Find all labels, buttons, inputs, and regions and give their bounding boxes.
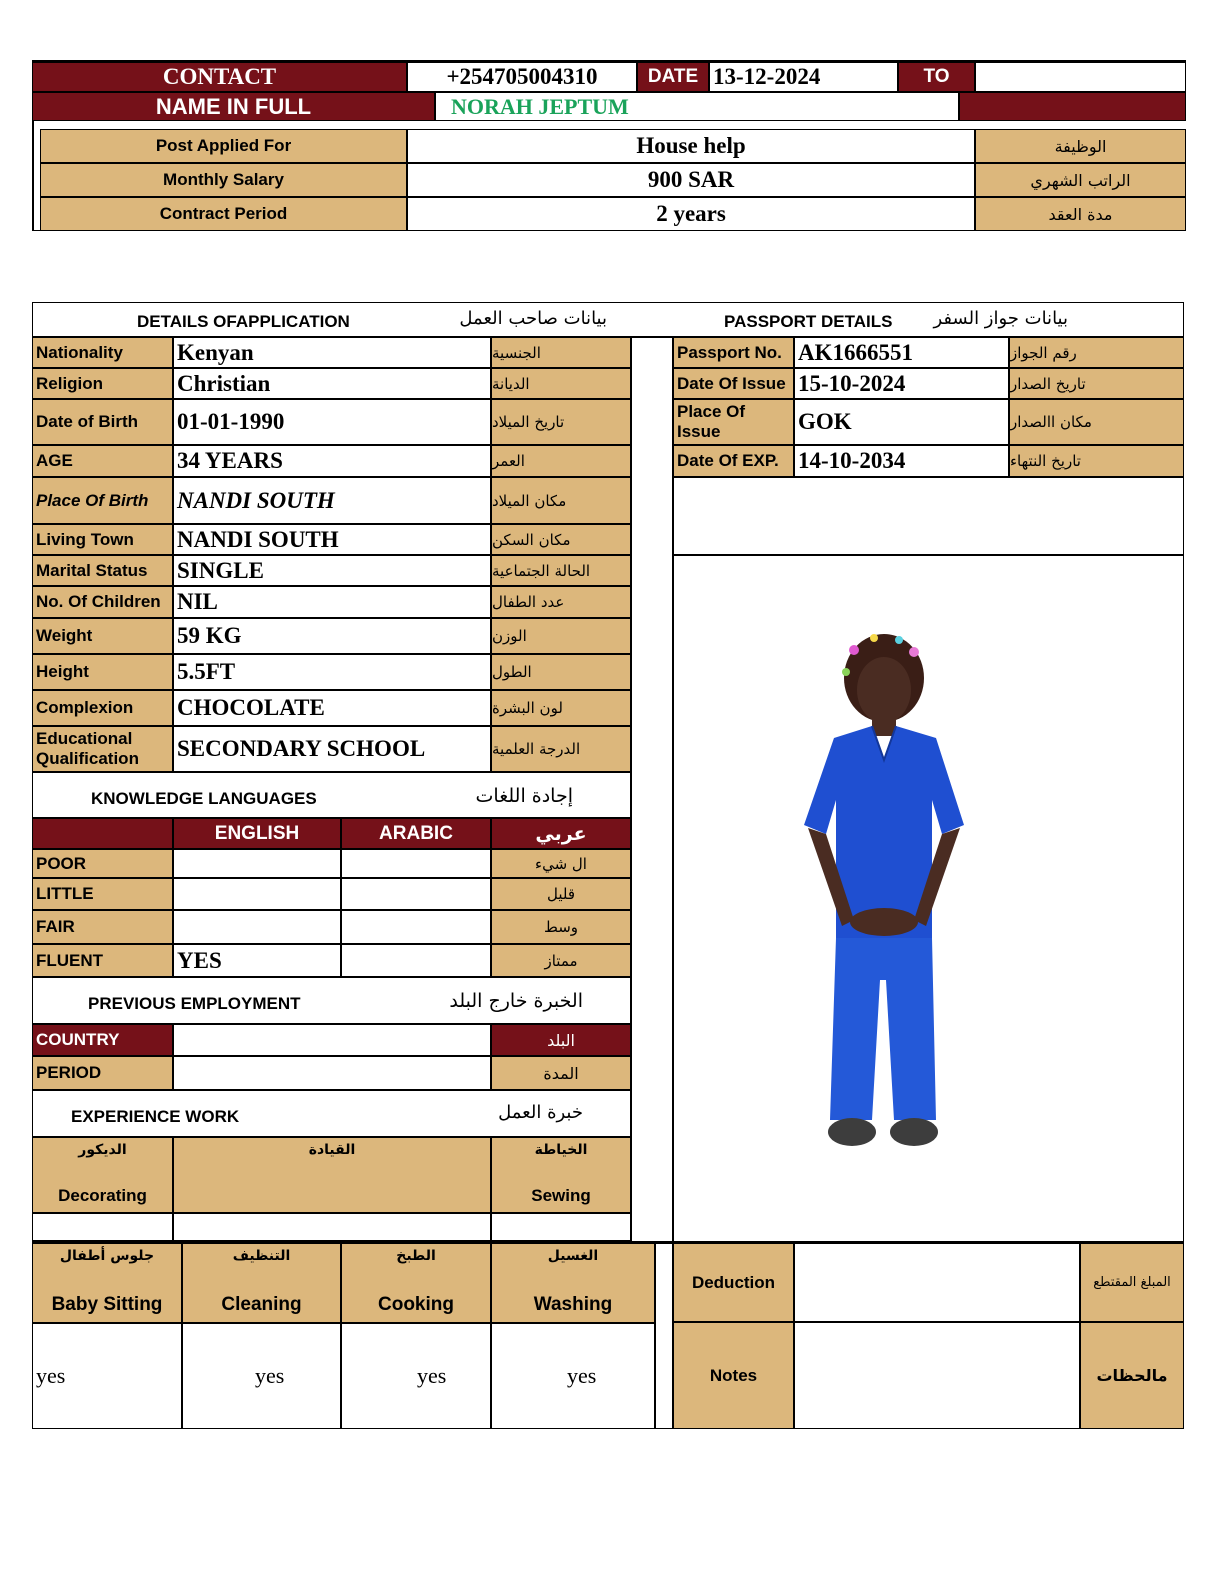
- photo-scrub-pants: [830, 938, 936, 1120]
- app-row-label: Date of Birth: [32, 399, 173, 445]
- app-row-label: Marital Status: [32, 555, 173, 586]
- lang-col-arabic: ARABIC: [341, 818, 491, 849]
- languages-title-bar: [32, 772, 631, 818]
- lang-row-ar: قليل: [491, 878, 631, 910]
- app-row-value: NANDI SOUTH: [173, 524, 491, 555]
- lang-row-english: [173, 910, 341, 944]
- app-row-value: SECONDARY SCHOOL: [173, 726, 491, 772]
- experience-title-ar: خبرة العمل: [498, 1102, 583, 1123]
- contract-value: 2 years: [407, 197, 975, 231]
- lang-row-english: [173, 878, 341, 910]
- skill-label: Baby Sitting: [51, 1294, 163, 1315]
- skill-value: yes: [32, 1323, 182, 1429]
- country-label: COUNTRY: [32, 1024, 173, 1056]
- name-value: NORAH JEPTUM: [435, 92, 959, 121]
- app-row-label: Weight: [32, 618, 173, 654]
- app-row-value: CHOCOLATE: [173, 690, 491, 726]
- notes-value: [794, 1322, 1080, 1429]
- app-row-arabic: تاريخ الميلاد: [491, 399, 631, 445]
- application-title: DETAILS OFAPPLICATION: [137, 312, 350, 331]
- lang-row-label: POOR: [32, 849, 173, 878]
- decorating-ar: الديكور: [78, 1142, 127, 1158]
- photo-shoe-right: [890, 1118, 938, 1146]
- app-row-value: 01-01-1990: [173, 399, 491, 445]
- experience-title: EXPERIENCE WORK: [71, 1107, 240, 1126]
- experience-blank-2: [173, 1213, 491, 1241]
- salary-value: 900 SAR: [407, 163, 975, 197]
- skill-value: yes: [341, 1323, 491, 1429]
- application-title-ar: بيانات صاحب العمل: [459, 308, 607, 329]
- passport-value: 14-10-2034: [794, 445, 1009, 477]
- employment-title-bar: [32, 977, 631, 1024]
- passport-title: PASSPORT DETAILS: [724, 312, 893, 331]
- app-row-label: Height: [32, 654, 173, 690]
- employment-title: PREVIOUS EMPLOYMENT: [88, 994, 301, 1013]
- deduction-label: Deduction: [673, 1243, 794, 1322]
- passport-arabic: تاريخ النتهاء: [1009, 445, 1184, 477]
- passport-title-bar: [632, 302, 1184, 337]
- app-row-arabic: الطول: [491, 654, 631, 690]
- photo-shoe-left: [828, 1118, 876, 1146]
- passport-arabic: تاريخ الصدار: [1009, 368, 1184, 399]
- languages-title-ar: إجادة اللغات: [475, 785, 573, 807]
- name-filler: [959, 92, 1186, 121]
- passport-arabic: رقم الجواز: [1009, 337, 1184, 368]
- app-row-label: Place Of Birth: [32, 477, 173, 524]
- app-row-arabic: العمر: [491, 445, 631, 477]
- skill-value: yes: [182, 1323, 341, 1429]
- country-value: [173, 1024, 491, 1056]
- application-title-bar: [32, 302, 632, 337]
- sewing-cell: [491, 1137, 631, 1213]
- period-ar: المدة: [491, 1056, 631, 1090]
- app-row-arabic: الحالة الجتماعية: [491, 555, 631, 586]
- period-label: PERIOD: [32, 1056, 173, 1090]
- passport-label: Passport No.: [673, 337, 794, 368]
- passport-label: Date Of EXP.: [673, 445, 794, 477]
- app-row-arabic: الدرجة العلمية: [491, 726, 631, 772]
- lang-row-ar: ال شيء: [491, 849, 631, 878]
- app-row-value: 5.5FT: [173, 654, 491, 690]
- app-row-value: Christian: [173, 368, 491, 399]
- decorating-cell: [32, 1137, 173, 1213]
- lang-col-ar: عربي: [491, 818, 631, 849]
- decorating-label: Decorating: [58, 1186, 147, 1205]
- app-row-value: SINGLE: [173, 555, 491, 586]
- app-row-label: Nationality: [32, 337, 173, 368]
- skill-ar: الغسيل: [547, 1248, 599, 1264]
- skill-cell: [32, 1243, 182, 1323]
- skill-cell: [182, 1243, 341, 1323]
- app-row-arabic: لون البشرة: [491, 690, 631, 726]
- app-row-label: No. Of Children: [32, 586, 173, 618]
- app-row-label: Complexion: [32, 690, 173, 726]
- period-value: [173, 1056, 491, 1090]
- to-value: [975, 62, 1186, 92]
- skill-label: Washing: [533, 1294, 613, 1315]
- lang-row-ar: وسط: [491, 910, 631, 944]
- lang-row-english: YES: [173, 944, 341, 977]
- contact-label: CONTACT: [32, 62, 407, 92]
- skill-value: yes: [491, 1323, 655, 1429]
- skill-label: Cleaning: [221, 1294, 302, 1315]
- employment-title-ar: الخبرة خارج البلد: [449, 990, 583, 1012]
- experience-blank-1: [32, 1213, 173, 1241]
- to-label: TO: [898, 62, 975, 92]
- post-left-bar: [32, 121, 40, 231]
- lang-row-label: FAIR: [32, 910, 173, 944]
- deduction-ar: المبلغ المقتطع: [1080, 1243, 1184, 1322]
- sewing-label: Sewing: [531, 1186, 591, 1205]
- passport-arabic: مكان االصدار: [1009, 399, 1184, 445]
- notes-ar: مالحظات: [1080, 1322, 1184, 1429]
- app-row-arabic: الديانة: [491, 368, 631, 399]
- app-row-label: Educational Qualification: [32, 726, 173, 772]
- date-value: 13-12-2024: [709, 62, 898, 92]
- app-row-value: NIL: [173, 586, 491, 618]
- driving-cell: [173, 1137, 491, 1213]
- lang-row-arabic-val: [341, 849, 491, 878]
- lang-row-english: [173, 849, 341, 878]
- app-row-label: Religion: [32, 368, 173, 399]
- name-label: NAME IN FULL: [32, 92, 435, 121]
- passport-value: GOK: [794, 399, 1009, 445]
- lang-row-label: LITTLE: [32, 878, 173, 910]
- lang-row-ar: ممتاز: [491, 944, 631, 977]
- lang-header-blank: [32, 818, 173, 849]
- app-row-value: 34 YEARS: [173, 445, 491, 477]
- photo-face: [857, 657, 911, 723]
- post-arabic: الوظيفة: [975, 129, 1186, 163]
- post-label: Post Applied For: [40, 129, 407, 163]
- app-row-arabic: الوزن: [491, 618, 631, 654]
- app-row-value: Kenyan: [173, 337, 491, 368]
- passport-title-ar: بيانات جواز السفر: [933, 308, 1068, 329]
- notes-label: Notes: [673, 1322, 794, 1429]
- country-ar: البلد: [491, 1024, 631, 1056]
- post-table: [32, 121, 1186, 231]
- skill-cell: [341, 1243, 491, 1323]
- passport-value: 15-10-2024: [794, 368, 1009, 399]
- skill-ar: التنظيف: [232, 1248, 291, 1264]
- app-row-label: AGE: [32, 445, 173, 477]
- salary-label: Monthly Salary: [40, 163, 407, 197]
- lang-col-english: ENGLISH: [173, 818, 341, 849]
- post-value: House help: [407, 129, 975, 163]
- app-row-label: Living Town: [32, 524, 173, 555]
- driving-ar: القيادة: [308, 1142, 356, 1158]
- contact-value: +254705004310: [407, 62, 637, 92]
- lang-row-arabic-val: [341, 878, 491, 910]
- passport-blank-area: [673, 477, 1184, 555]
- skill-label: Cooking: [378, 1294, 454, 1315]
- passport-label: Date Of Issue: [673, 368, 794, 399]
- skill-spacer: [655, 1243, 673, 1429]
- sewing-ar: الخياطة: [534, 1142, 588, 1158]
- experience-blank-3: [491, 1213, 631, 1241]
- app-row-arabic: مكان الميلاد: [491, 477, 631, 524]
- salary-arabic: الراتب الشهري: [975, 163, 1186, 197]
- lang-row-arabic-val: [341, 944, 491, 977]
- skill-ar: الطبخ: [396, 1248, 436, 1264]
- app-row-value: NANDI SOUTH: [173, 477, 491, 524]
- person-photo: [764, 620, 1004, 1180]
- skill-cell: [491, 1243, 655, 1323]
- app-row-arabic: مكان السكن: [491, 524, 631, 555]
- deduction-value: [794, 1243, 1080, 1322]
- app-row-arabic: الجنسية: [491, 337, 631, 368]
- lang-row-label: FLUENT: [32, 944, 173, 977]
- date-label: DATE: [637, 62, 709, 92]
- passport-spacer-col: [631, 337, 673, 1243]
- skill-ar: جلوس أطفال: [59, 1248, 155, 1264]
- lang-row-arabic-val: [341, 910, 491, 944]
- experience-title-bar: [32, 1090, 631, 1137]
- passport-label: Place Of Issue: [673, 399, 794, 445]
- contract-label: Contract Period: [40, 197, 407, 231]
- contract-arabic: مدة العقد: [975, 197, 1186, 231]
- passport-value: AK1666551: [794, 337, 1009, 368]
- languages-title: KNOWLEDGE LANGUAGES: [91, 789, 317, 808]
- app-row-arabic: عدد الطفال: [491, 586, 631, 618]
- app-row-value: 59 KG: [173, 618, 491, 654]
